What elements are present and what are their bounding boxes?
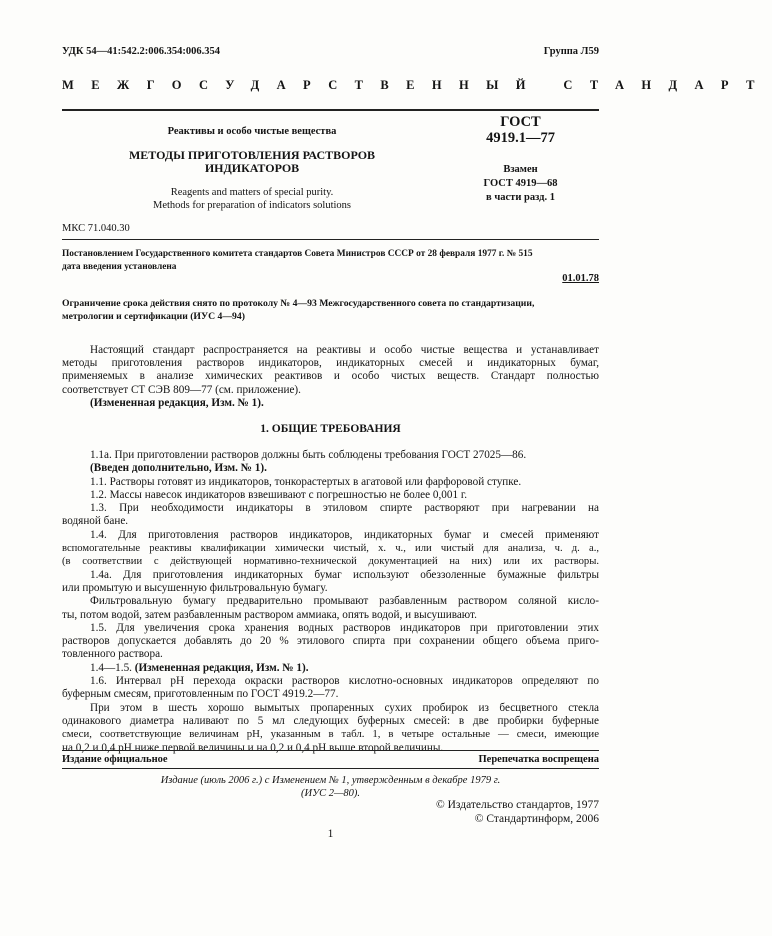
clause-1-5-line1: 1.5. Для увеличения срока хранения водных растворов индикаторов при приготовлении этих — [90, 621, 599, 634]
amendment-note: (Измененная редакция, Изм. № 1). — [134, 661, 309, 674]
gost-label: ГОСТ — [500, 114, 541, 130]
group-code: Группа Л59 — [543, 46, 599, 57]
clause-1-6-line2: буферным смесям, приготовленным по ГОСТ 4919.2—77. — [62, 688, 339, 701]
effective-date: 01.01.78 — [562, 273, 599, 284]
subject-line: Реактивы и особо чистые вещества — [167, 126, 337, 137]
reprint-prohibited: Перепечатка воспрещена — [478, 754, 599, 765]
english-title-line1: Reagents and matters of special purity. — [170, 187, 334, 198]
english-title-line2: Methods for preparation of indicators solutions — [152, 200, 351, 211]
procedure-line4: на 0,2 и 0,4 рН ниже первой величины и на 0,2 и 0,4 рН выше второй величины. — [62, 741, 444, 754]
copyright-block — [436, 798, 599, 826]
mks-code: МКС 71.040.30 — [62, 223, 130, 234]
clause-1-4a-line1: 1.4а. Для приготовления индикаторных бумаг используют обеззоленные бумажные фильтры — [90, 568, 599, 581]
clause-1-5-line3: товленного раствора. — [62, 648, 163, 661]
document-title-line2: ИНДИКАТОРОВ — [204, 161, 300, 175]
page-number: 1 — [327, 828, 334, 840]
copyright-line1: © Издательство стандартов, 1977 — [435, 799, 599, 811]
procedure-line2: одинакового диаметра наливают по 5 мл следующих буферных смесей: в две пробирки буферные — [62, 714, 599, 727]
replaces-value: ГОСТ 4919—68 — [483, 178, 558, 189]
gost-block — [442, 114, 599, 205]
standard-banner: МЕЖГОСУДАРСТВЕННЫЙ СТАНДАРТ — [62, 78, 772, 92]
section-body — [62, 449, 599, 755]
official-edition: Издание официальное — [62, 754, 168, 765]
intro-paragraph — [62, 344, 599, 410]
udk-code: УДК 54—41:542.2:006.354:006.354 — [62, 46, 220, 57]
filter-paragraph-line1: Фильтровальную бумагу предварительно промывают разбавленным раствором соляной кисло- — [90, 595, 599, 608]
banner-divider — [62, 109, 599, 111]
intro-line: Настоящий стандарт распространяется на реактивы и особо чистые вещества и устанавливает — [90, 344, 599, 356]
clause-1-3-line2: водяной бане. — [62, 515, 129, 528]
gost-number: 4919.1—77 — [486, 130, 555, 146]
decree-block — [62, 248, 599, 274]
clause-1-4a-line2: или промытую и высушенную фильтровальную бумагу. — [62, 581, 328, 594]
edition-line2: (ИУС 2—80). — [301, 788, 360, 799]
edition-line1: Издание (июль 2006 г.) с Изменением № 1, утвержденным в декабре 1979 г. — [160, 775, 501, 786]
clause-1-4-line2: вспомогательные реактивы квалификации химически чистый, х. ч., или чистый для анализа, ч. д. а., — [62, 543, 599, 555]
replaces-label: Взамен — [503, 164, 538, 175]
title-block — [62, 126, 442, 212]
clause-1-5-line2: растворов допускается добавлять до 20 % этилового спирта при сохранении общего объема приго- — [62, 635, 599, 648]
limitation-line1: Ограничение срока действия снято по протоколу № 4—93 Межгосударственного совета по стандартизации, — [62, 298, 535, 309]
clause-1-1a-note: (Введен дополнительно, Изм. № 1). — [90, 462, 267, 475]
clause-range: 1.4—1.5. — [90, 661, 132, 674]
footer-divider-2 — [62, 768, 599, 769]
footer-divider — [62, 750, 599, 751]
clause-1-1a: 1.1а. При приготовлении растворов должны быть соблюдены требования ГОСТ 27025—86. — [90, 449, 527, 461]
clause-1-4-line3: (в соответствии с действующей нормативно-технической документацией на них) или их растворы. — [62, 556, 599, 568]
section-heading: 1. ОБЩИЕ ТРЕБОВАНИЯ — [260, 423, 401, 435]
decree-line1: Постановлением Государственного комитета стандартов Совета Министров СССР от 28 февраля 1977 г. № 515 — [62, 249, 533, 259]
document-title-line1: МЕТОДЫ ПРИГОТОВЛЕНИЯ РАСТВОРОВ — [128, 148, 376, 162]
intro-line: методы приготовления растворов индикаторов, индикаторных смесей и индикаторных бумаг, — [62, 357, 599, 370]
procedure-line1: При этом в шесть хорошо вымытых пропаренных сухих пробирок из бесцветного стекла — [90, 701, 599, 714]
filter-paragraph-line2: ты, потом водой, затем разбавленным раствором аммиака, опять водой, и высушивают. — [62, 608, 477, 621]
clause-1-4-1-5-note — [62, 662, 599, 675]
edition-note — [62, 774, 599, 800]
clause-1-6-line1: 1.6. Интервал рН перехода окраски растворов кислотно-основных индикаторов определяют по — [90, 675, 599, 688]
intro-line: соответствует СТ СЭВ 809—77 (см. приложение). — [62, 383, 301, 396]
limitation-line2: метрологии и сертификации (ИУС 4—94) — [62, 311, 245, 322]
copyright-line2: © Стандартинформ, 2006 — [474, 813, 599, 825]
intro-line: применяемых в анализе химических реактивов и особо чистых веществ. Стандарт полностью — [62, 370, 599, 383]
procedure-line3: смеси, соответствующие величинам рН, указанным в табл. 1, в четыре остальные — смеси, имеющие — [62, 728, 599, 741]
mks-divider — [62, 239, 599, 240]
intro-amendment: (Измененная редакция, Изм. № 1). — [90, 396, 264, 409]
clause-1-2: 1.2. Массы навесок индикаторов взвешивают с погрешностью не более 0,001 г. — [90, 488, 467, 501]
limitation-block — [62, 297, 599, 323]
decree-line2: дата введения установлена — [62, 262, 177, 272]
replaces-part: в части разд. 1 — [486, 192, 555, 203]
clause-1-3-line1: 1.3. При необходимости индикаторы в этиловом спирте растворяют при нагревании на — [90, 502, 599, 515]
clause-1-1: 1.1. Растворы готовят из индикаторов, тонкорастертых в агатовой или фарфоровой ступке. — [90, 475, 522, 488]
clause-1-4-line1: 1.4. Для приготовления растворов индикаторов, индикаторных бумаг и смесей применяют — [90, 528, 599, 541]
